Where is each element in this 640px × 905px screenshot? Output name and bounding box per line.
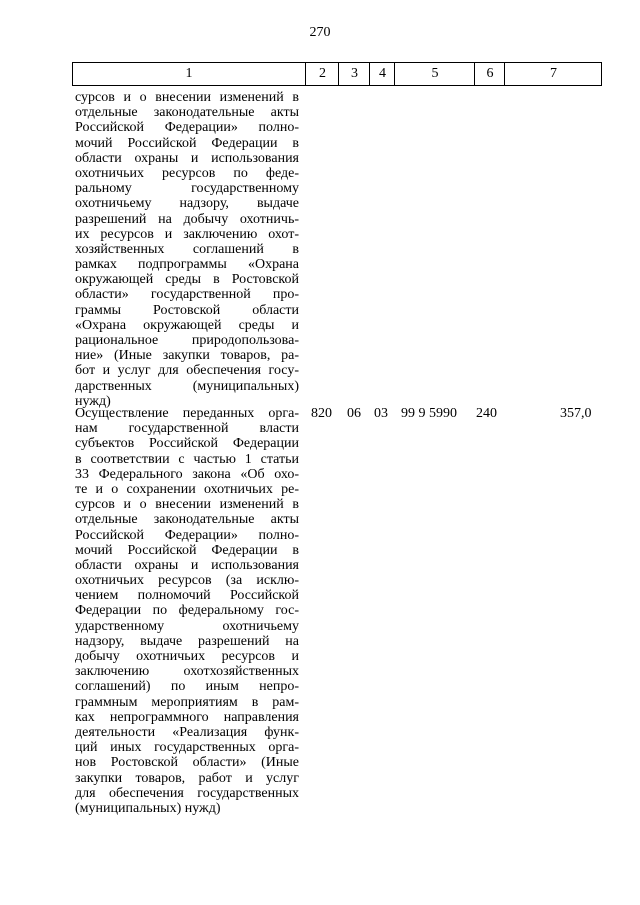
row-2-section-code: 06 [347,406,361,421]
description-line: области охраны и использования [75,557,299,573]
row-2-expense-type: 240 [476,406,497,421]
description-line: Осуществление переданных орга- [75,406,299,421]
description-line: сурсов и о внесении изменений в [75,497,299,513]
description-line: охотничьему надзору, выдаче [75,196,299,212]
description-line: ральному государственному [75,181,299,197]
row-2-amount: 357,0 [560,406,592,421]
row-1-description [75,90,299,409]
description-line: деятельности «Реализация функ- [75,724,299,740]
description-line: сурсов и о внесении изменений в [75,90,299,105]
row-2-ministry-code: 820 [311,406,332,421]
description-line: охотничьих ресурсов по феде- [75,165,299,181]
header-col-6: 6 [474,63,505,85]
header-col-7: 7 [504,63,602,85]
description-line: Российской Федерации» полно- [75,527,299,543]
description-line: надзору, выдаче разрешений на [75,633,299,649]
description-line: рамках подпрограммы «Охрана [75,257,299,273]
header-col-5: 5 [394,63,475,85]
description-line: ках непрограммного направления [75,709,299,725]
description-line: мочий Российской Федерации в [75,135,299,151]
description-line: чением полномочий Российской [75,588,299,604]
header-col-4: 4 [369,63,395,85]
description-line: разрешений на добычу охотничь- [75,211,299,227]
row-2-subsection-code: 03 [374,406,388,421]
description-line: соглашений) по иным непро- [75,679,299,695]
description-line: Федерации по федеральному гос- [75,603,299,619]
description-line: «Охрана окружающей среды и [75,317,299,333]
description-line: окружающей среды в Ростовской [75,272,299,288]
header-col-2: 2 [305,63,339,85]
description-line: области» государственной про- [75,287,299,303]
description-line: нужд) [75,393,111,409]
description-line: отдельные законодательные акты [75,512,299,528]
row-2-target-article: 99 9 5990 [401,406,457,421]
description-line: нам государственной власти [75,421,299,437]
row-2-description [75,406,299,816]
description-line: отдельные законодательные акты [75,105,299,121]
description-line: области охраны и использования [75,150,299,166]
page-number: 270 [309,25,331,40]
description-line: для обеспечения государственных [75,785,299,801]
description-line: граммы Ростовской области [75,302,299,318]
table-header-row [72,62,602,86]
description-line: закупки товаров, работ и услуг [75,770,299,786]
header-col-1: 1 [185,66,193,81]
description-line: 33 Федерального закона «Об охо- [75,466,299,482]
description-line: мочий Российской Федерации в [75,542,299,558]
description-line: ударственному охотничьему [75,618,299,634]
description-line: граммным мероприятиям в рам- [75,694,299,710]
description-line: Российской Федерации» полно- [75,120,299,136]
description-line: бот и услуг для обеспечения госу- [75,363,299,379]
description-line: ций иных государственных орга- [75,740,299,756]
description-line: хозяйственных соглашений в [75,241,299,257]
description-line: (муниципальных) нужд) [75,800,221,816]
description-line: добычу охотничьих ресурсов и [75,649,299,664]
description-line: рациональное природопользова- [75,333,299,348]
description-line: субъектов Российской Федерации [75,436,299,452]
description-line: дарственных (муниципальных) [75,378,299,394]
header-col-3: 3 [338,63,370,85]
description-line: их ресурсов и заключению охот- [75,226,299,242]
description-line: охотничьих ресурсов (за исклю- [75,573,299,589]
description-line: ние» (Иные закупки товаров, ра- [75,348,299,364]
description-line: те и о сохранении охотничьих ре- [75,481,299,497]
description-line: в соответствии с частью 1 статьи [75,451,299,467]
description-line: нов Ростовской области» (Иные [75,755,299,771]
description-line: заключению охотхозяйственных [75,664,299,680]
